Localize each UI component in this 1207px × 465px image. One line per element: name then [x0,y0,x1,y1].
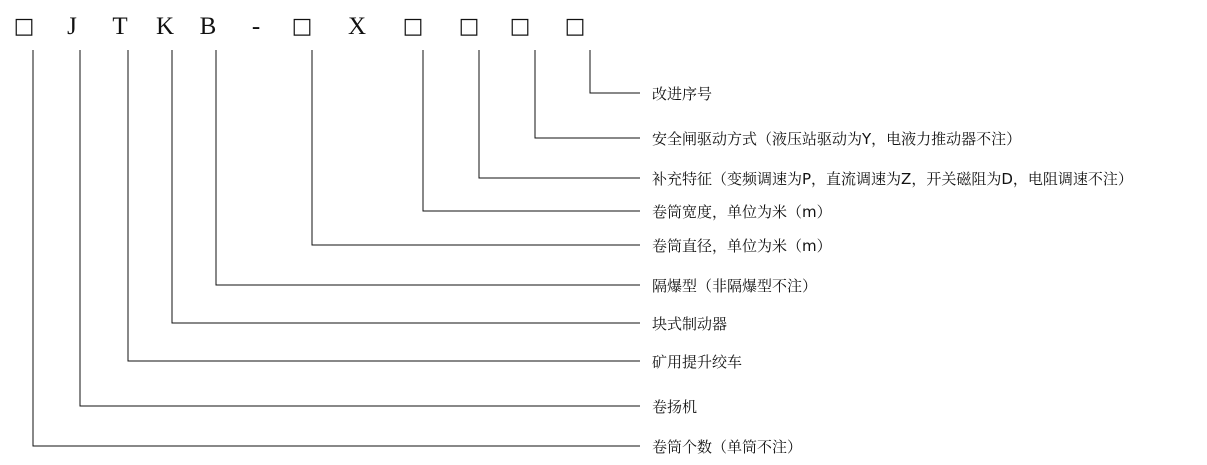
leader-line [80,50,640,406]
code-letter: B [199,13,217,40]
code-placeholder-box: □ [564,14,586,39]
callout-label: 卷筒个数（单筒不注） [652,438,803,456]
leader-line [423,50,640,211]
model-code-row [0,0,1207,50]
code-placeholder-box: □ [291,14,313,39]
code-placeholder-box: □ [458,14,480,39]
callout-label: 矿用提升绞车 [652,353,743,371]
leader-line [312,50,640,245]
callout-label: 安全闸驱动方式（液压站驱动为Y，电液力推动器不注） [652,130,1022,148]
callout-label: 卷筒宽度，单位为米（m） [652,203,832,221]
leader-line [172,50,640,323]
code-placeholder-box: □ [509,14,531,39]
code-placeholder-box: □ [13,14,35,39]
callout-label: 改进序号 [652,85,713,103]
leader-line [479,50,640,178]
leader-line [33,50,640,446]
callout-label: 补充特征（变频调速为P，直流调速为Z，开关磁阻为D，电阻调速不注） [652,170,1133,188]
callout-label: 卷筒直径，单位为米（m） [652,237,832,255]
leader-line [128,50,640,361]
code-letter: K [155,13,175,40]
code-placeholder-box: □ [402,14,424,39]
leader-line [216,50,640,285]
callout-label: 隔爆型（非隔爆型不注） [652,277,818,295]
callout-label: 卷扬机 [652,398,698,416]
code-letter: X [347,13,367,40]
code-letter: J [67,13,77,40]
leader-line [590,50,640,93]
code-letter: - [251,13,261,40]
callout-label: 块式制动器 [652,315,728,333]
leader-line [535,50,640,138]
code-letter: T [112,13,128,40]
